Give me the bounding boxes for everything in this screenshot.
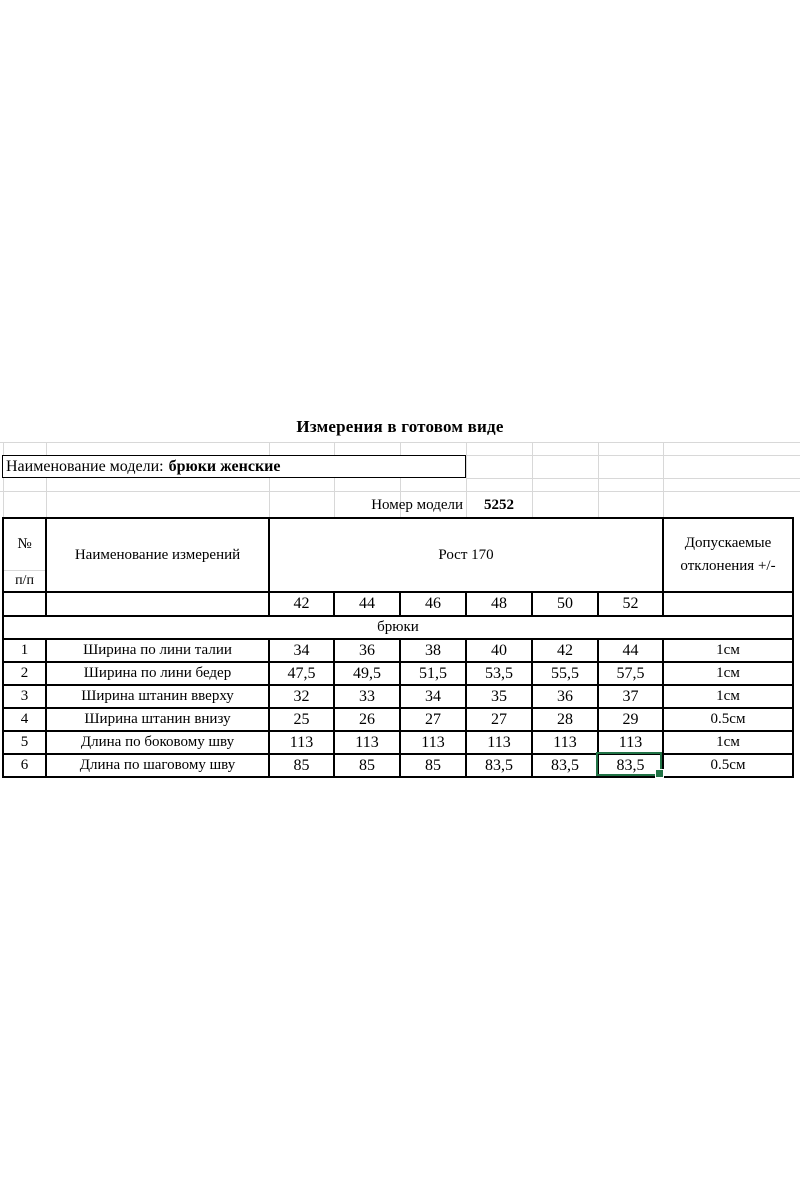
value-cell-size-42[interactable]: 113 bbox=[269, 731, 334, 754]
model-number-label[interactable]: Номер модели bbox=[371, 496, 463, 513]
row-num-cell[interactable]: 2 bbox=[3, 662, 46, 685]
measurement-name-cell[interactable]: Ширина штанин внизу bbox=[46, 708, 269, 731]
value-cell-size-46[interactable]: 34 bbox=[400, 685, 466, 708]
value-cell-size-52[interactable]: 113 bbox=[598, 731, 663, 754]
model-name-cell[interactable] bbox=[2, 455, 466, 478]
value-cell-size-44[interactable]: 113 bbox=[334, 731, 400, 754]
table-row bbox=[3, 685, 793, 708]
row-num-cell[interactable]: 3 bbox=[3, 685, 46, 708]
value-cell-size-42[interactable]: 34 bbox=[269, 639, 334, 662]
model-name-label: Наименование модели: bbox=[6, 457, 164, 475]
tolerance-cell[interactable]: 1см bbox=[663, 685, 793, 708]
row-num-cell[interactable]: 5 bbox=[3, 731, 46, 754]
tolerance-header-line2: отклонения +/- bbox=[680, 558, 776, 574]
value-cell-size-46[interactable]: 85 bbox=[400, 754, 466, 777]
value-cell-size-52[interactable]: 44 bbox=[598, 639, 663, 662]
tolerance-cell[interactable]: 1см bbox=[663, 731, 793, 754]
value-cell-size-48[interactable]: 35 bbox=[466, 685, 532, 708]
value-cell-size-50[interactable]: 113 bbox=[532, 731, 598, 754]
value-cell-size-48[interactable]: 83,5 bbox=[466, 754, 532, 777]
value-cell-size-50[interactable]: 55,5 bbox=[532, 662, 598, 685]
value-cell-size-52[interactable]: 83,5 bbox=[598, 754, 663, 777]
measurement-name-cell[interactable]: Ширина штанин вверху bbox=[46, 685, 269, 708]
value-cell-size-44[interactable]: 49,5 bbox=[334, 662, 400, 685]
value-cell-size-48[interactable]: 40 bbox=[466, 639, 532, 662]
gridline bbox=[598, 442, 599, 518]
measurement-name-cell[interactable]: Длина по шаговому шву bbox=[46, 754, 269, 777]
table-row bbox=[3, 708, 793, 731]
sizes-header-row bbox=[3, 592, 793, 616]
size-header-52[interactable]: 52 bbox=[598, 592, 663, 616]
value-cell-size-50[interactable]: 83,5 bbox=[532, 754, 598, 777]
tolerance-header-cell[interactable] bbox=[663, 518, 793, 592]
measurement-name-cell[interactable]: Длина по боковому шву bbox=[46, 731, 269, 754]
sheet-title[interactable]: Измерения в готовом виде bbox=[296, 417, 504, 436]
row-number-header-bottom: п/п bbox=[15, 573, 34, 588]
row-number-header-cell[interactable] bbox=[3, 518, 46, 592]
sizes-row-name-spacer[interactable] bbox=[46, 592, 269, 616]
value-cell-size-42[interactable]: 32 bbox=[269, 685, 334, 708]
row-number-header-top: № bbox=[4, 519, 45, 571]
tolerance-cell[interactable]: 1см bbox=[663, 662, 793, 685]
size-header-48[interactable]: 48 bbox=[466, 592, 532, 616]
gridline bbox=[466, 478, 800, 479]
value-cell-size-44[interactable]: 33 bbox=[334, 685, 400, 708]
measurement-name-header-cell[interactable]: Наименование измерений bbox=[46, 518, 269, 592]
value-cell-size-50[interactable]: 28 bbox=[532, 708, 598, 731]
value-cell-size-52[interactable]: 29 bbox=[598, 708, 663, 731]
gridline bbox=[334, 442, 335, 456]
tolerance-header-line1: Допускаемые bbox=[684, 535, 772, 551]
gridline bbox=[663, 442, 664, 518]
value-cell-size-46[interactable]: 113 bbox=[400, 731, 466, 754]
gridline bbox=[400, 442, 401, 456]
gridline bbox=[46, 442, 47, 456]
gridline bbox=[3, 442, 4, 456]
value-cell-size-42[interactable]: 47,5 bbox=[269, 662, 334, 685]
measurement-name-cell[interactable]: Ширина по лини бедер bbox=[46, 662, 269, 685]
value-cell-size-46[interactable]: 27 bbox=[400, 708, 466, 731]
height-group-header-cell[interactable]: Рост 170 bbox=[269, 518, 663, 592]
gridline bbox=[3, 478, 4, 518]
row-num-cell[interactable]: 1 bbox=[3, 639, 46, 662]
value-cell-size-44[interactable]: 36 bbox=[334, 639, 400, 662]
gridline bbox=[532, 442, 533, 518]
value-cell-size-50[interactable]: 42 bbox=[532, 639, 598, 662]
row-num-cell[interactable]: 4 bbox=[3, 708, 46, 731]
value-cell-size-42[interactable]: 85 bbox=[269, 754, 334, 777]
gridline bbox=[46, 478, 47, 518]
section-row bbox=[3, 616, 793, 639]
value-cell-size-48[interactable]: 27 bbox=[466, 708, 532, 731]
value-cell-size-52[interactable]: 37 bbox=[598, 685, 663, 708]
table-row bbox=[3, 754, 793, 777]
section-label-cell[interactable]: брюки bbox=[3, 616, 793, 639]
value-cell-size-46[interactable]: 38 bbox=[400, 639, 466, 662]
value-cell-size-44[interactable]: 26 bbox=[334, 708, 400, 731]
size-header-44[interactable]: 44 bbox=[334, 592, 400, 616]
gridline bbox=[269, 442, 270, 456]
value-cell-size-48[interactable]: 53,5 bbox=[466, 662, 532, 685]
size-header-46[interactable]: 46 bbox=[400, 592, 466, 616]
measurement-name-cell[interactable]: Ширина по лини талии bbox=[46, 639, 269, 662]
sizes-row-num-spacer[interactable] bbox=[3, 592, 46, 616]
value-cell-size-52[interactable]: 57,5 bbox=[598, 662, 663, 685]
tolerance-cell[interactable]: 0.5см bbox=[663, 754, 793, 777]
sizes-row-tolerance-spacer[interactable] bbox=[663, 592, 793, 616]
table-row bbox=[3, 662, 793, 685]
table-header-row bbox=[3, 518, 793, 592]
measurements-table bbox=[2, 517, 794, 778]
model-name-value: брюки женские bbox=[168, 457, 281, 475]
tolerance-cell[interactable]: 1см bbox=[663, 639, 793, 662]
model-number-value[interactable]: 5252 bbox=[484, 496, 514, 513]
value-cell-size-46[interactable]: 51,5 bbox=[400, 662, 466, 685]
size-header-42[interactable]: 42 bbox=[269, 592, 334, 616]
gridline bbox=[466, 455, 800, 456]
value-cell-size-48[interactable]: 113 bbox=[466, 731, 532, 754]
table-row bbox=[3, 639, 793, 662]
size-header-50[interactable]: 50 bbox=[532, 592, 598, 616]
table-row bbox=[3, 731, 793, 754]
value-cell-size-50[interactable]: 36 bbox=[532, 685, 598, 708]
value-cell-size-44[interactable]: 85 bbox=[334, 754, 400, 777]
tolerance-cell[interactable]: 0.5см bbox=[663, 708, 793, 731]
value-cell-size-42[interactable]: 25 bbox=[269, 708, 334, 731]
row-num-cell[interactable]: 6 bbox=[3, 754, 46, 777]
